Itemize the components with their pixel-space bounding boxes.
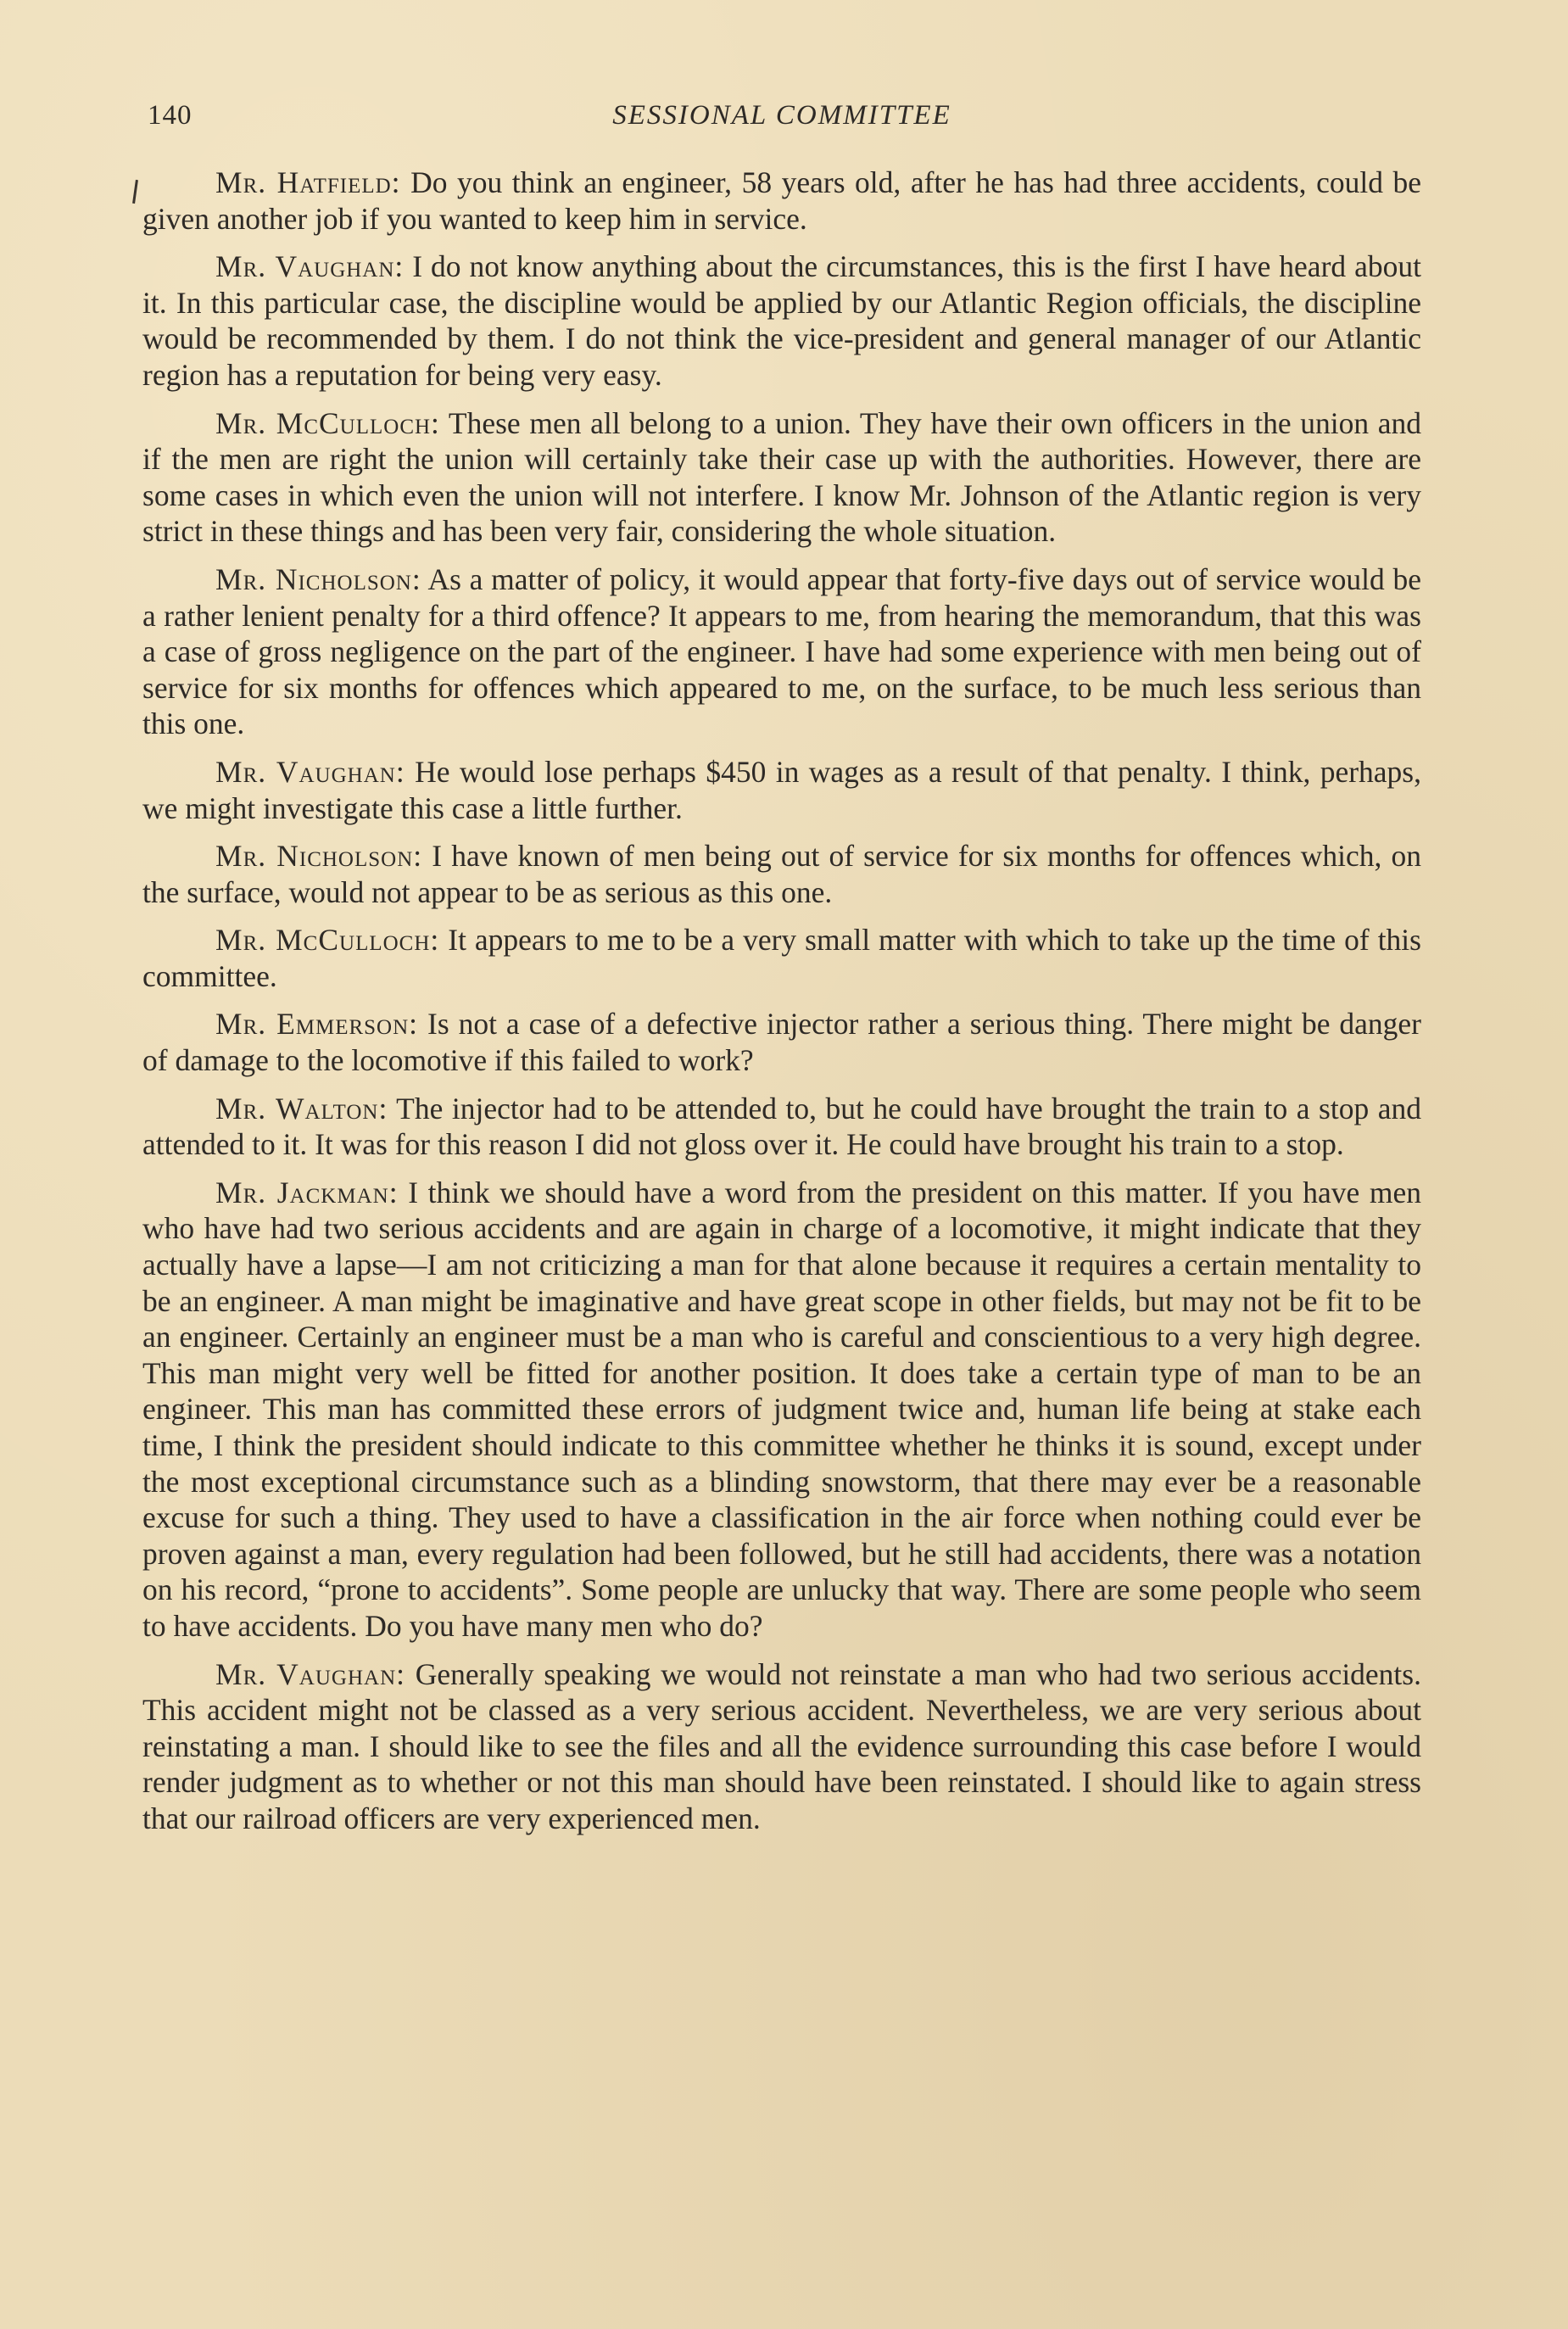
margin-mark bbox=[132, 180, 138, 204]
paragraph-jackman-1 bbox=[142, 1175, 1421, 1645]
speaker-name: Mr. Nicholson: bbox=[215, 561, 421, 596]
paragraph-text: I have known of men being out of service for six months for offences which, on the surface, would not appear to be as serious as this one. bbox=[142, 839, 1422, 909]
paragraph-mcculloch-2 bbox=[142, 922, 1421, 994]
paragraph-text: The injector had to be attended to, but he could have brought the train to a stop and attended to it. It was for this reason I did not gloss over it. He could have brought his train to a stop. bbox=[142, 1091, 1421, 1162]
paragraph-nicholson-1 bbox=[142, 561, 1421, 742]
paragraph-vaughan-2 bbox=[142, 754, 1421, 826]
speaker-name: Mr. Emmerson: bbox=[215, 1007, 419, 1042]
speaker-name: Mr. Nicholson: bbox=[215, 839, 423, 874]
paragraph-text: I think we should have a word from the president on this matter. If you have men who have had two serious accidents and are again in charge of a locomotive, it might indicate that they actually have a lapse—I am not criticizing a man for that alone because it requires a certain mentality to be an engineer. A man might be imaginative and have great scope in other fields, but may not be fit to be an engineer. Certainly an engineer must be a man who is careful and conscientious to a very high degree. This man might very well be fitted for another position. It does take a certain type of man to be an engineer. This man has committed these errors of judgment twice and, human life being at stake each time, I think the president should indicate to this committee whether he thinks it is sound, except under the most exceptional circumstance such as a blinding snowstorm, that there may ever be a reasonable excuse for such a thing. They used to have a classification in the air force when nothing could ever be proven against a man, every regulation had been followed, but he still had accidents, there was a notation on his record, “prone to accidents”. Some people are unlucky that way. There are some people who seem to have accidents. Do you have many men who do? bbox=[142, 1175, 1421, 1643]
paragraph-mcculloch-1 bbox=[142, 405, 1421, 550]
page-number: 140 bbox=[148, 100, 193, 131]
paragraph-emmerson-1 bbox=[142, 1006, 1421, 1078]
paragraph-walton-1 bbox=[142, 1091, 1421, 1163]
paragraph-text: Do you think an engineer, 58 years old, after he has had three accidents, could be given another job if you wanted to keep him in service. bbox=[142, 165, 1421, 236]
paragraph-vaughan-1 bbox=[142, 249, 1421, 393]
speaker-name: Mr. McCulloch: bbox=[215, 405, 440, 440]
paragraph-text: These men all belong to a union. They have their own officers in the union and if the men are right the union will certainly take their case up with the authorities. However, there are some cases in which even the union will not interfere. I know Mr. Johnson of the Atlantic region is very strict in these things and has been very fair, considering the whole situation. bbox=[142, 405, 1421, 549]
document-page bbox=[142, 95, 1421, 1849]
speaker-name: Mr. Vaughan: bbox=[215, 754, 405, 789]
speaker-name: Mr. Hatfield: bbox=[215, 165, 401, 199]
body-text bbox=[142, 165, 1421, 1837]
running-title: SESSIONAL COMMITTEE bbox=[612, 100, 951, 131]
paragraph-nicholson-2 bbox=[142, 838, 1421, 910]
paragraph-hatfield-1 bbox=[142, 165, 1421, 237]
speaker-name: Mr. Jackman: bbox=[215, 1175, 399, 1209]
paragraph-text: I do not know anything about the circumstances, this is the first I have heard about it. In this particular case, the discipline would be applied by our Atlantic Region officials, the discipline would be recommended by them. I do not think the vice-president and general manager of our Atlantic region has a reputation for being very easy. bbox=[142, 249, 1421, 392]
speaker-name: Mr. Vaughan: bbox=[215, 249, 405, 284]
paragraph-text: As a matter of policy, it would appear that forty-five days out of service would be a rather lenient penalty for a third offence? It appears to me, from hearing the memorandum, that this was a case of gross negligence on the part of the engineer. I have had some experience with men being out of service for six months for offences which appeared to me, on the surface, to be much less serious than this one. bbox=[142, 561, 1421, 741]
speaker-name: Mr. McCulloch: bbox=[215, 923, 440, 958]
paragraph-text: Is not a case of a defective injector rather a serious thing. There might be danger of damage to the locomotive if this failed to work? bbox=[142, 1007, 1421, 1078]
paragraph-text: He would lose perhaps $450 in wages as a result of that penalty. I think, perhaps, we might investigate this case a little further. bbox=[142, 754, 1421, 825]
paragraph-text: Generally speaking we would not reinstate a man who had two serious accidents. This accident might not be classed as a very serious accident. Nevertheless, we are very serious about reinstating a man. I should like to see the files and all the evidence surrounding this case before I would render judgment as to whether or not this man should have been reinstated. I should like to again stress that our railroad officers are very experienced men. bbox=[142, 1656, 1421, 1835]
paragraph-vaughan-3 bbox=[142, 1656, 1421, 1837]
speaker-name: Mr. Vaughan: bbox=[215, 1656, 405, 1691]
paragraph-text: It appears to me to be a very small matter with which to take up the time of this committee. bbox=[142, 923, 1421, 993]
speaker-name: Mr. Walton: bbox=[215, 1091, 388, 1125]
running-head bbox=[142, 95, 1421, 146]
